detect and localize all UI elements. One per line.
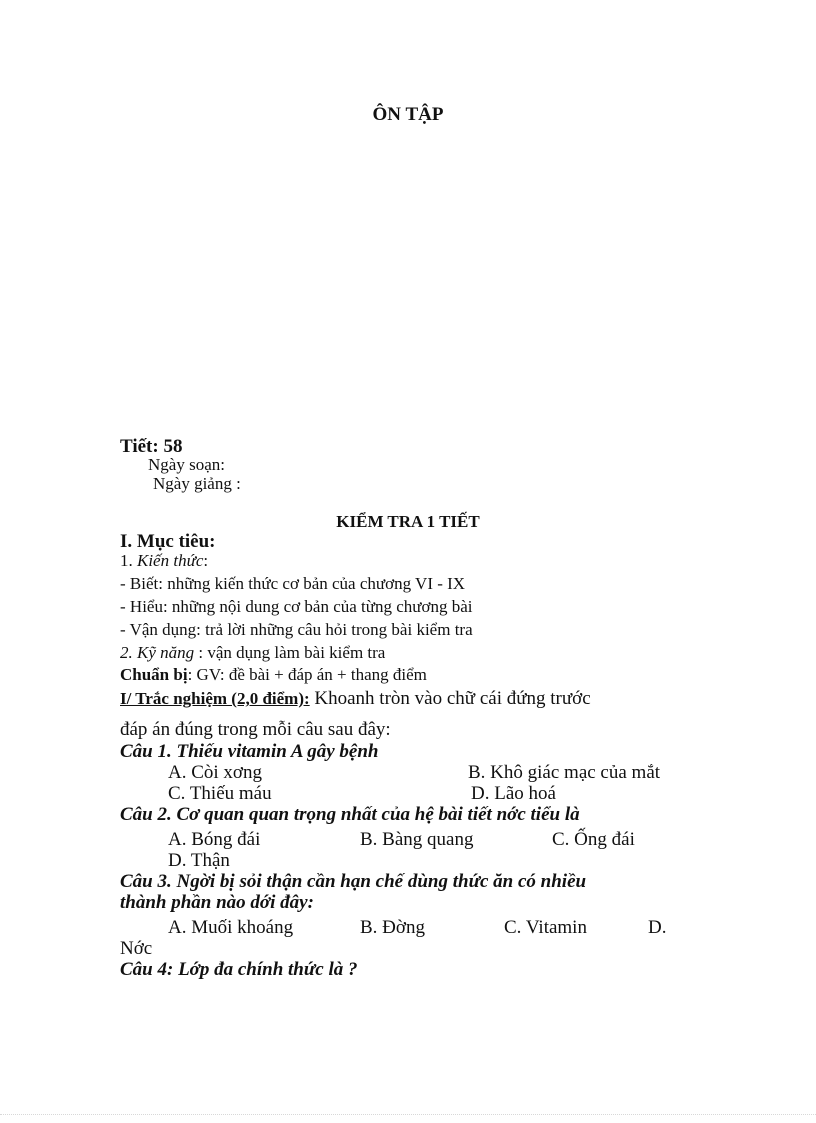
question-3-cont: thành phần nào dới đây: [120,892,314,913]
page-bottom-rule [0,1114,816,1115]
q3-option-a: A. Muối khoáng [168,917,294,938]
question-1: Câu 1. Thiếu vitamin A gây bệnh [120,741,379,762]
q1-option-b: B. Khô giác mạc của mắt [468,762,661,783]
q2-option-c: C. Ống đái [552,829,635,850]
knowledge-label: Kiến thức [137,551,204,570]
skills-line [120,643,385,663]
q1-option-a: A. Còi xơng [168,762,262,783]
objective-understand: - Hiểu: những nội dung cơ bản của từng chương bài [120,597,473,616]
teaching-date-label: Ngày giảng : [153,474,241,493]
section-instruction-line [120,688,591,710]
preparation-label: Chuẩn bị [120,665,188,684]
q2-option-a: A. Bóng đái [168,829,261,850]
question-4: Câu 4: Lớp đa chính thức là ? [120,959,358,980]
q2-option-d: D. Thận [168,850,230,871]
objectives-heading: I. Mục tiêu: [120,531,216,552]
section-instruction-cont: đáp án đúng trong mỗi câu sau đây: [120,719,391,740]
knowledge-line [120,551,208,571]
q2-option-b: B. Bàng quang [360,829,474,850]
knowledge-number: 1. [120,551,133,570]
lesson-number: Tiết: 58 [120,436,183,457]
objective-apply: - Vận dụng: trả lời những câu hỏi trong bài kiểm tra [120,620,473,639]
knowledge-colon: : [203,551,209,570]
q3-option-d: D. [648,917,667,938]
question-2: Câu 2. Cơ quan quan trọng nhất của hệ bài tiết nớc tiểu là [120,804,580,825]
question-3: Câu 3. Ngời bị sỏi thận cần hạn chế dùng thức ăn có nhiều [120,871,587,892]
exam-title: KIỂM TRA 1 TIẾT [336,512,480,531]
q3-option-b: B. Đờng [360,917,425,938]
preparation-date-label: Ngày soạn: [148,455,225,474]
q1-option-d: D. Lão hoá [471,783,556,804]
q1-option-c: C. Thiếu máu [168,783,272,804]
section-heading: I/ Trắc nghiệm (2,0 điểm): [120,689,310,708]
section-instruction: Khoanh tròn vào chữ cái đứng trước [309,688,591,709]
objective-know: - Biết: những kiến thức cơ bản của chương VI - IX [120,574,466,593]
skills-label: 2. Kỹ năng [120,643,195,662]
q3-option-c: C. Vitamin [504,917,587,938]
q3-option-d-cont: Nớc [120,938,153,959]
skills-text: : vận dụng làm bài kiểm tra [194,643,386,662]
preparation-line [120,665,427,685]
preparation-text: : GV: đề bài + đáp án + thang điểm [187,665,427,684]
document-title: ÔN TẬP [372,104,444,125]
